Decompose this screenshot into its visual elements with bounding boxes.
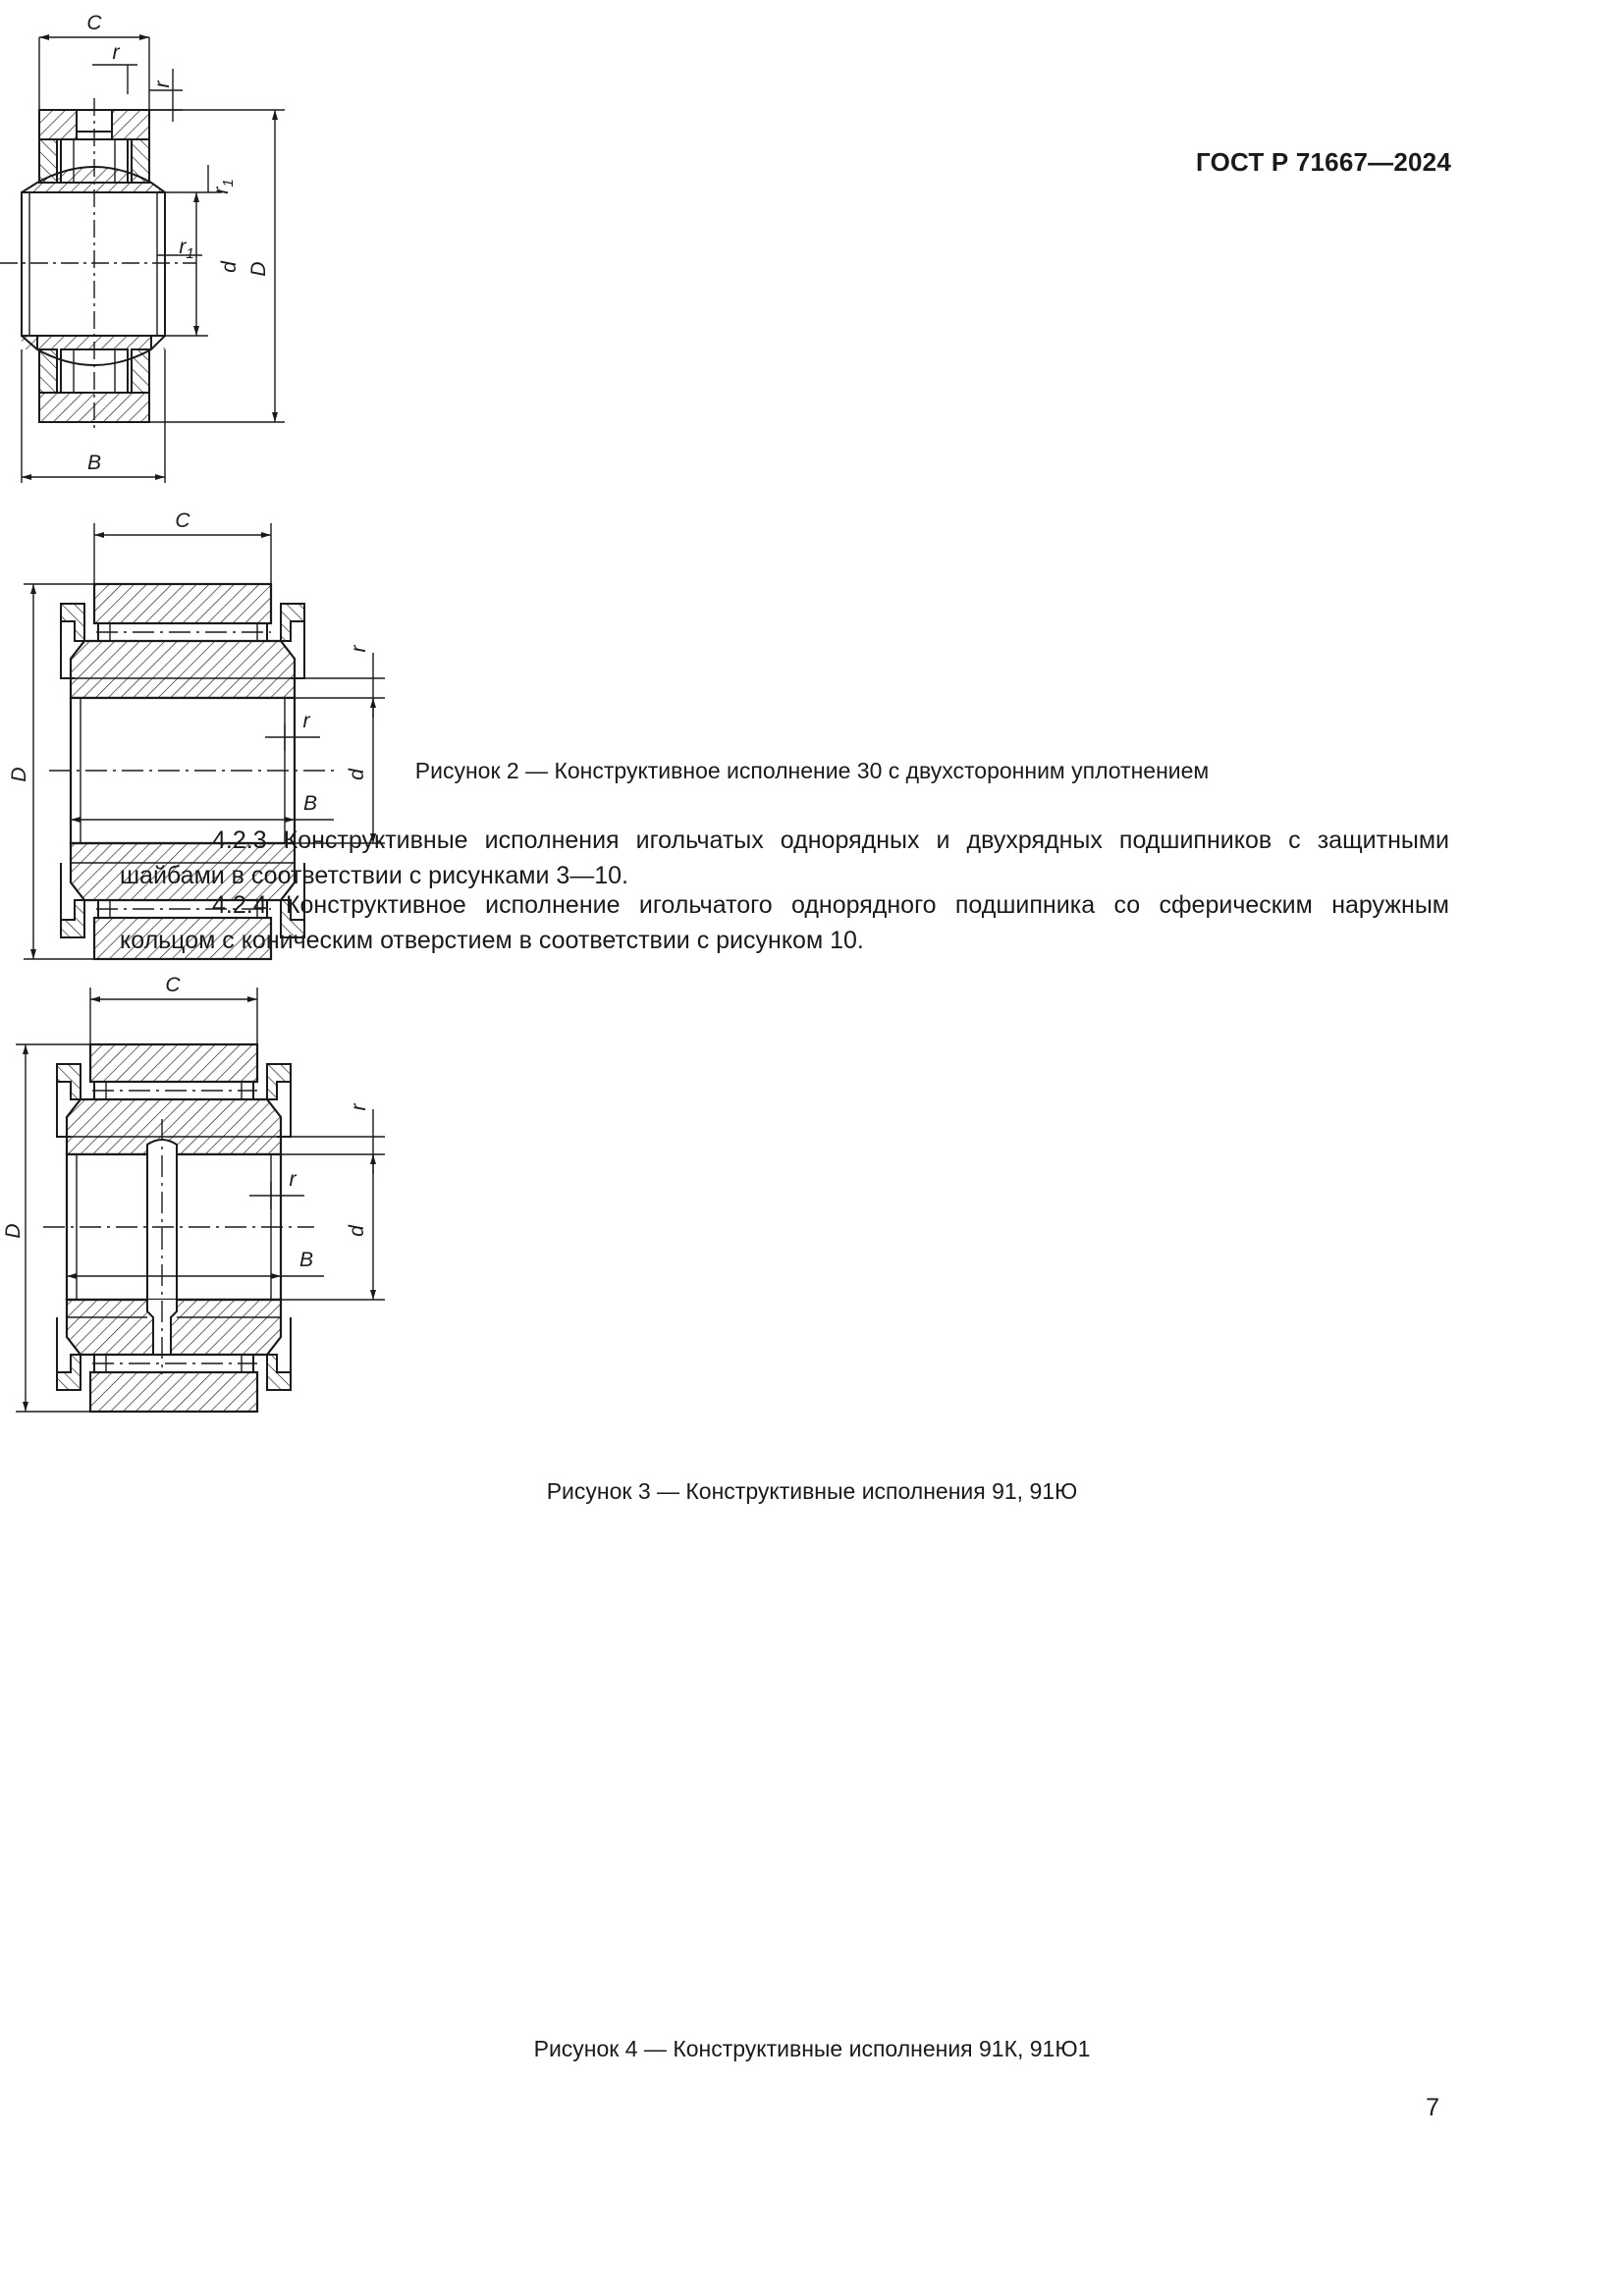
dim-label-r-top: r xyxy=(112,41,120,64)
dim-label-d: d xyxy=(346,769,368,780)
dim-label-D: D xyxy=(2,1223,25,1239)
dim-label-B: B xyxy=(302,792,318,815)
dim-label-r-inner: r xyxy=(302,710,310,732)
figure-2-caption: Рисунок 2 — Конструктивное исполнение 30 с двухсторонним уплотнением xyxy=(414,758,1210,783)
dim-label-B: B xyxy=(86,452,102,474)
paragraph-4-2-3: 4.2.3 Конструктивные исполнения игольчатых однорядных и двухрядных подшипников с защитными шайбами в соответствии с рисунками 3—10. xyxy=(120,827,1449,889)
dim-label-r-inner: r xyxy=(289,1168,297,1191)
dim-label-C: C xyxy=(86,12,102,34)
dim-label-D: D xyxy=(8,767,30,782)
figure-3-caption: Рисунок 3 — Конструктивные исполнения 91, 91Ю xyxy=(546,1478,1078,1504)
dim-label-r-top: r xyxy=(348,1103,370,1111)
paragraph-4-2-4: 4.2.4 Конструктивное исполнение игольчатого однорядного подшипника со сферическим наружным кольцом с коническим отверстием в соответствии с рисунком 10. xyxy=(120,891,1449,954)
page-number: 7 xyxy=(1426,2094,1439,2121)
dim-label-B: B xyxy=(298,1249,314,1271)
dim-label-r1: $r_1$ xyxy=(179,236,194,262)
dim-label-r-top: r xyxy=(348,645,370,653)
dim-label-r-side: r xyxy=(151,80,174,88)
dim-label-r1-vertical: $r_1$ xyxy=(210,179,237,194)
dim-label-D: D xyxy=(247,261,270,277)
figure-2 xyxy=(0,0,1624,783)
figure-4-drawing xyxy=(0,972,412,1423)
dim-label-d: d xyxy=(218,261,241,273)
dim-label-C: C xyxy=(175,509,190,532)
figure-2-drawing xyxy=(0,0,314,501)
dim-label-d: d xyxy=(346,1225,368,1237)
standard-code: ГОСТ Р 71667—2024 xyxy=(1196,147,1451,177)
figure-4-caption: Рисунок 4 — Конструктивные исполнения 91К, 91Ю1 xyxy=(533,2036,1091,2061)
dim-label-C: C xyxy=(165,974,181,996)
